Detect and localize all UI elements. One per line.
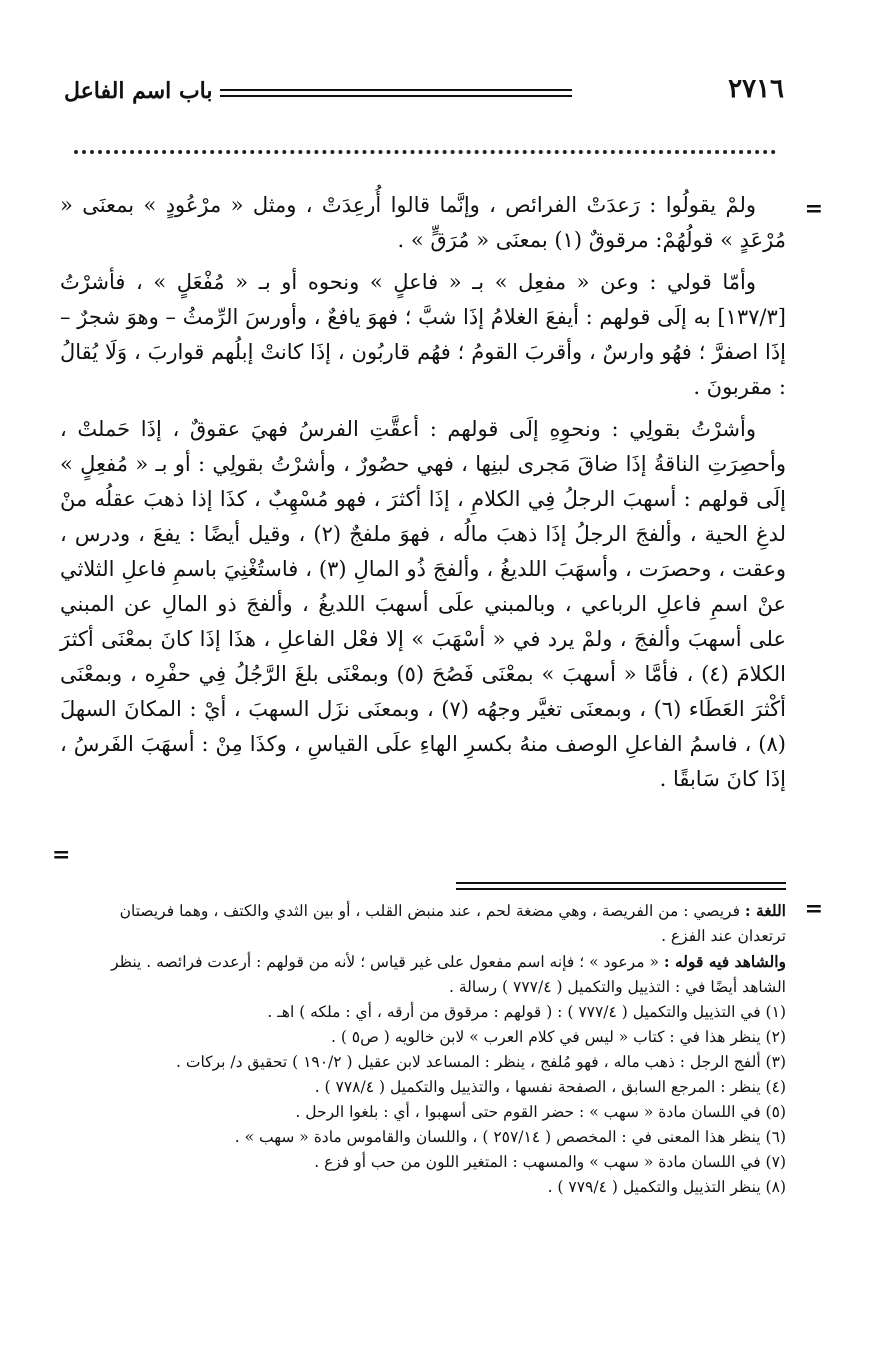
footnote-text: (٥) في اللسان مادة « سهب » : حضر القوم حتى أسهبوا ، أي : بلغوا الرحل . [295,1103,786,1121]
footnotes [70,898,786,1200]
header-dotted-separator [74,150,776,154]
footnote [70,1175,786,1200]
continuation-mark-top: = [804,196,823,222]
continuation-mark-footnotes: = [804,896,823,922]
chapter-title: باب اسم الفاعل [64,78,213,104]
page-number: ٢٧١٦ [728,74,784,104]
paragraph: وأشرْتُ بقولِي : ونحوِهِ إلَى قولهم : أعقَّتِ الفرسُ فهيَ عقوقٌ ، إذَا حَملتْ ، وأحصِرَتِ الناقةُ إذَا ضاقَ مَجرى لبنِها ، فهي حصُورٌ ، وأشرْتُ بقولِي : أو بـ « مُفعِلٍ » إلَى قولهم : أسهبَ الرجلُ فِي الكلامِ ، إذَا أكثرَ ، فهو مُسْهِبٌ ، كذَا إذا ذهبَ عقلُه منْ لدغِ الحية ، وألفجَ الرجلُ إذَا ذهبَ مالُه ، فهوَ ملفجٌ (٢) ، وقيل أيضًا : يفعَ ، ودرس ، وعقت ، وحصرَت ، وأسهَبَ اللديغُ ، وألفجَ ذُو المالِ (٣) ، فاستُغْنِيَ باسمِ فاعلِ الثلاثي عنْ اسمِ فاعلِ الرباعي ، وبالمبني علَى أسهبَ اللديغُ ، وألفجَ ذو المالِ عن المبني على أسهبَ وألفجَ ، ولمْ يرد في « أسْهَبَ » إلا فعْل الفاعلِ ، هذَا إذَا كانَ بمعْنَى أكثرَ الكلامَ (٤) ، فأمَّا « أسهبَ » بمعْنَى فَصُحَ (٥) وبمعْنَى بلغَ الرَّجُلُ فِي حفْرِه ، وبمعْنَى أكْثرَ العَطَاء (٦) ، وبمعنَى تغيَّر وجهُه (٧) ، وبمعنَى نزَل السهبَ ، أيْ : المكانَ السهلَ (٨) ، فاسمُ الفاعلِ الوصف منهُ بكسرِ الهاءِ علَى القياسِ ، وكذَا مِنْ : أسهَبَ الفَرسُ ، إذَا كانَ سَابقًا . [60,417,787,791]
footnote-text: (١) في التذييل والتكميل ( ٧٧٧/٤ ) : ( قولهم : مرقوق من أرقه ، أي : ملكه ) اهـ . [267,1003,786,1021]
footnote [70,1075,786,1100]
main-text [60,188,786,804]
footnote [70,1050,786,1075]
footnote [70,1150,786,1175]
footnote [70,1000,786,1025]
footnote [70,949,786,1000]
footnote-text: (٢) ينظر هذا في : كتاب « ليس في كلام العرب » لابن خالويه ( ص٥ ) . [330,1028,786,1046]
continuation-mark-bottom: = [52,842,71,868]
footnote-text: (٨) ينظر التذييل والتكميل ( ٧٧٩/٤ ) . [547,1178,786,1196]
footnote-label: والشاهد فيه قوله : [663,952,786,971]
footnote-text: (٤) ينظر : المرجع السابق ، الصفحة نفسها ، والتذييل والتكميل ( ٧٧٨/٤ ) . [314,1078,786,1096]
paragraph: ولمْ يقولُوا : رَعدَتْ الفرائص ، وإنَّما قالوا أُرعِدَتْ ، ومثل « مرْعُودٍ » بمعنَى « مُرْعَدٍ » قولُهُمْ: مرقوقٌ (١) بمعنَى « مُرَقٍّ » . [60,193,786,252]
footnote-text: فريصي : من الفريصة ، وهي مضغة لحم ، عند منبض القلب ، أو بين الثدي والكتف ، وهما فريصتان ترتعدان عند الفزع . [119,902,786,945]
footnote-text: (٧) في اللسان مادة « سهب » والمسهب : المتغير اللون من حب أو فزع . [314,1153,786,1171]
footnote-separator [456,882,786,890]
footnote [70,1100,786,1125]
paragraph: وأمّا قولي : وعن « مفعِل » بـ « فاعلٍ » ونحوه أو بـ « مُفْعَلٍ » ، فأشرْتُ [١٣٧/٣] به إلَى قولهم : أيفعَ الغلامُ إذَا شبَّ ؛ فهوَ يافعٌ ، وأورسَ الرِّمثُ – وهوَ شجرٌ – إذَا اصفرَّ ؛ فهُو وارسٌ ، وأقربَ القومُ ؛ فهُم قاربُون ، إذَا كانتْ إبلُهم قواربَ ، وَلَا يُقالُ : مقربونَ . [60,270,786,399]
footnote-text: (٦) ينظر هذا المعنى في : المخصص ( ٢٥٧/١٤ ) ، واللسان والقاموس مادة « سهب » . [234,1128,786,1146]
header-double-rule [220,89,572,97]
footnote [70,1025,786,1050]
footnote [70,1125,786,1150]
footnote [70,898,786,949]
footnote-text: « مرعود » ؛ فإنه اسم مفعول على غير قياس ؛ لأنه من قولهم : أرعدت فرائصه . ينظر الشاهد أيضًا في : التذييل والتكميل ( ٧٧٧/٤ ) رسالة . [111,953,786,996]
footnote-text: (٣) ألفج الرجل : ذهب ماله ، فهو مُلفج ، ينظر : المساعد لابن عقيل ( ١٩٠/٢ ) تحقيق د/ بركات . [176,1053,786,1071]
page-header [64,74,784,114]
footnote-label: اللغة : [744,901,786,920]
